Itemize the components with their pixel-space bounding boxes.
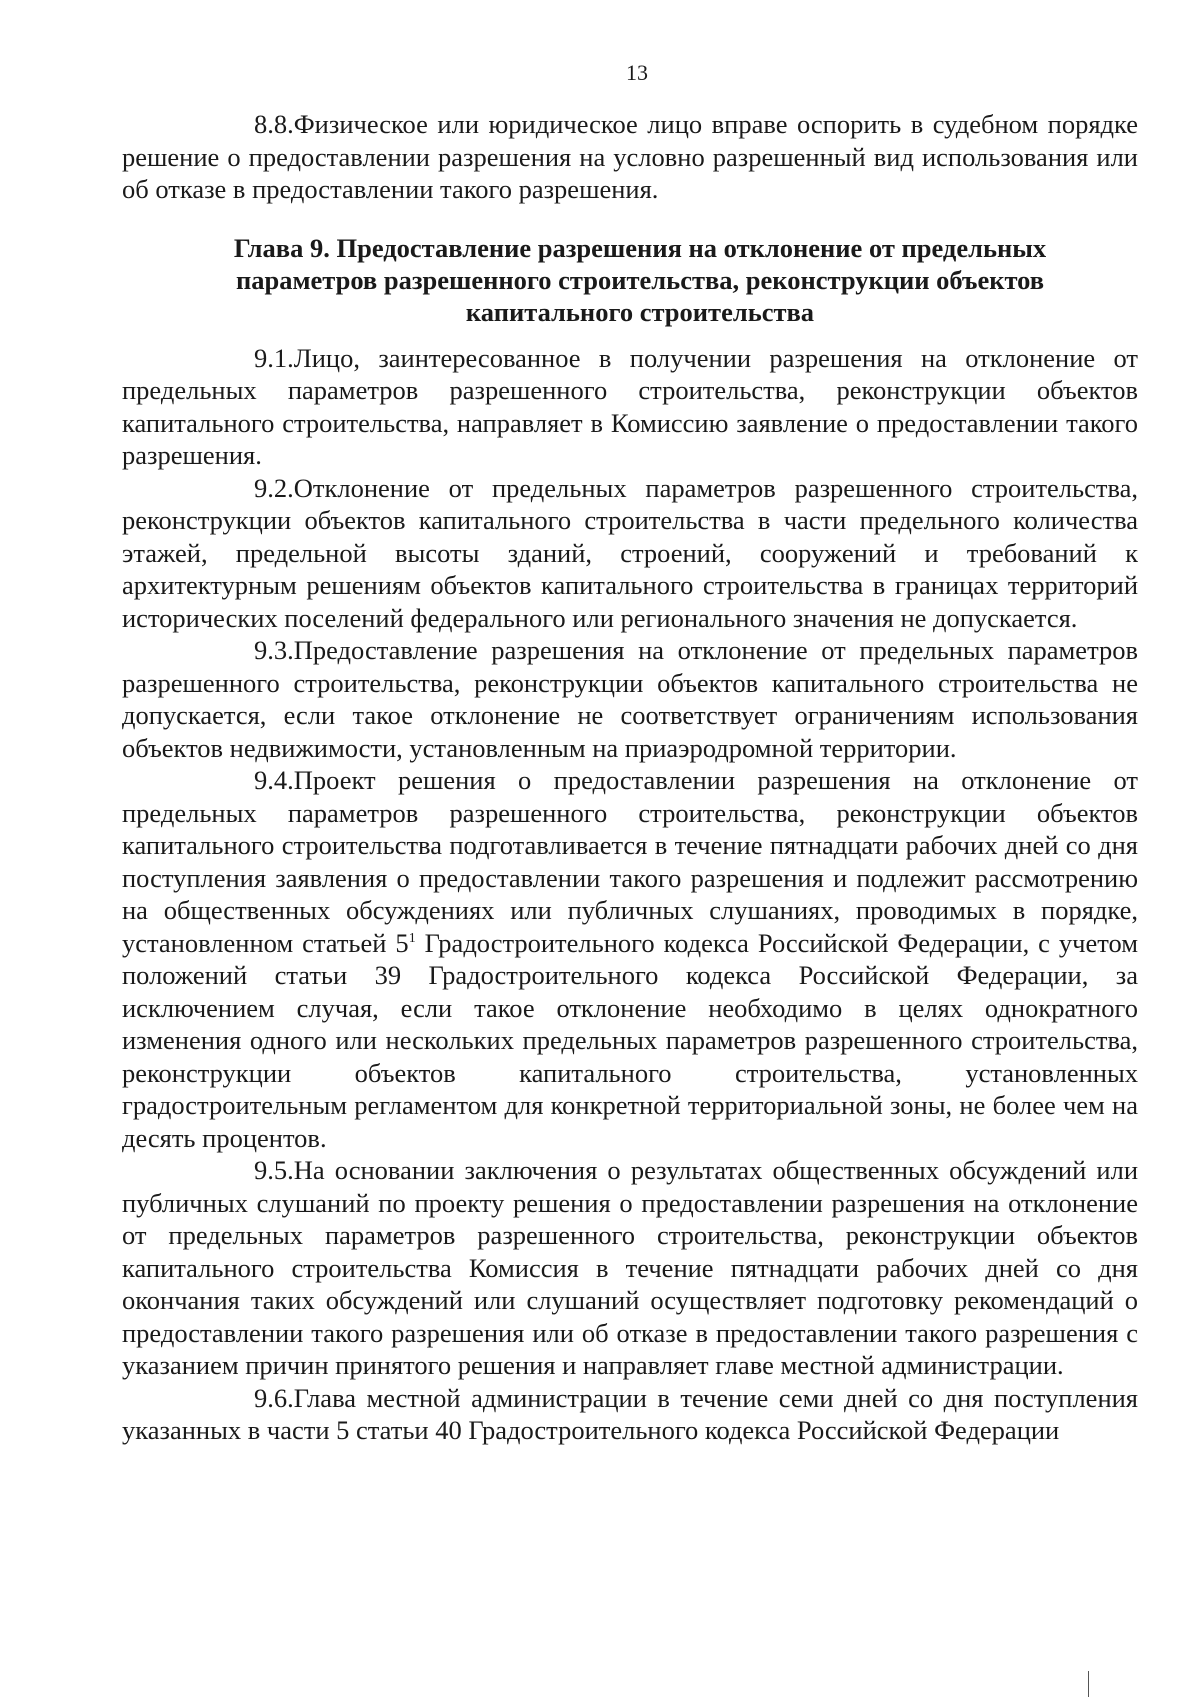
paragraph-8-8 bbox=[122, 108, 1138, 206]
paragraph-9-1 bbox=[122, 342, 1138, 472]
paragraph-text: Лицо, заинтересованное в получении разрешения на отклонение от предельных параметров разрешенного строительства, реконструкции объектов капитального строительства, направляет в Комиссию заявление о предоставлении такого разрешения. bbox=[122, 342, 1138, 470]
paragraph-number: 9.2. bbox=[254, 472, 294, 503]
paragraph-text: На основании заключения о результатах общественных обсуждений или публичных слушаний по проекту решения о предоставлении разрешения на отклонение от предельных параметров разрешенного строительства, реконструкции объектов капитального строительства Комиссия в течение пятнадцати рабочих дней со дня окончания таких обсуждений или слушаний осуществляет подготовку рекомендаций о предоставлении такого разрешения или об отказе в предоставлении такого разрешения с указанием причин принятого решения и направляет главе местной администрации. bbox=[122, 1155, 1138, 1380]
paragraph-number: 9.1. bbox=[254, 342, 294, 373]
paragraph-text: Отклонение от предельных параметров разрешенного строительства, реконструкции объектов капитального строительства в части предельного количества этажей, предельной высоты зданий, строений, сооружений и требований к архитектурным решениям объектов капитального строительства в границах территорий исторических поселений федерального или регионального значения не допускается. bbox=[122, 472, 1138, 633]
paragraph-text: Глава местной администрации в течение семи дней со дня поступления указанных в части 5 статьи 40 Градостроительного кодекса Российской Федерации bbox=[122, 1382, 1138, 1445]
scan-artifact-mark bbox=[1088, 1671, 1089, 1697]
paragraph-9-4 bbox=[122, 764, 1138, 1154]
paragraph-9-5 bbox=[122, 1154, 1138, 1382]
paragraph-9-3 bbox=[122, 634, 1138, 764]
paragraph-number: 8.8. bbox=[254, 109, 294, 139]
paragraph-number: 9.3. bbox=[254, 635, 294, 665]
paragraph-text-continued: Градостроительного кодекса Российской Федерации, с учетом положений статьи 39 Градостроительного кодекса Российской Федерации, за исключением случая, если такое отклонение необходимо в целях однократного изменения одного или нескольких предельных параметров разрешенного строительства, реконструкции объектов капитального строительства, установленных градостроительным регламентом для конкретной территориальной зоны, не более чем на десять процентов. bbox=[122, 927, 1138, 1153]
paragraph-number: 9.4. bbox=[254, 765, 294, 795]
chapter-heading: Глава 9. Предоставление разрешения на отклонение от предельных параметров разрешенного строительства, реконструкции объектов капитального строительства bbox=[233, 232, 1047, 327]
paragraph-9-2 bbox=[122, 472, 1138, 635]
paragraph-text: Физическое или юридическое лицо вправе оспорить в судебном порядке решение о предоставлении разрешения на условно разрешенный вид использования или об отказе в предоставлении такого разрешения. bbox=[122, 109, 1138, 204]
paragraph-text: Предоставление разрешения на отклонение от предельных параметров разрешенного строительства, реконструкции объектов капитального строительства не допускается, если такое отклонение не соответствует ограничениям использования объектов недвижимости, установленным на приаэродромной территории. bbox=[122, 635, 1138, 763]
paragraph-number: 9.5. bbox=[254, 1155, 294, 1185]
paragraph-number: 9.6. bbox=[254, 1382, 294, 1413]
page-number: 13 bbox=[626, 60, 648, 85]
superscript: 1 bbox=[408, 930, 416, 946]
document-page bbox=[122, 60, 1138, 1447]
paragraph-9-6 bbox=[122, 1382, 1138, 1447]
paragraph-text: Проект решения о предоставлении разрешения на отклонение от предельных параметров разрешенного строительства, реконструкции объектов капитального строительства подготавливается в течение пятнадцати рабочих дней со дня поступления заявления о предоставлении такого разрешения и подлежит рассмотрению на общественных обсуждениях или публичных слушаниях, проводимых в порядке, установленном статьей 5 bbox=[122, 765, 1138, 958]
